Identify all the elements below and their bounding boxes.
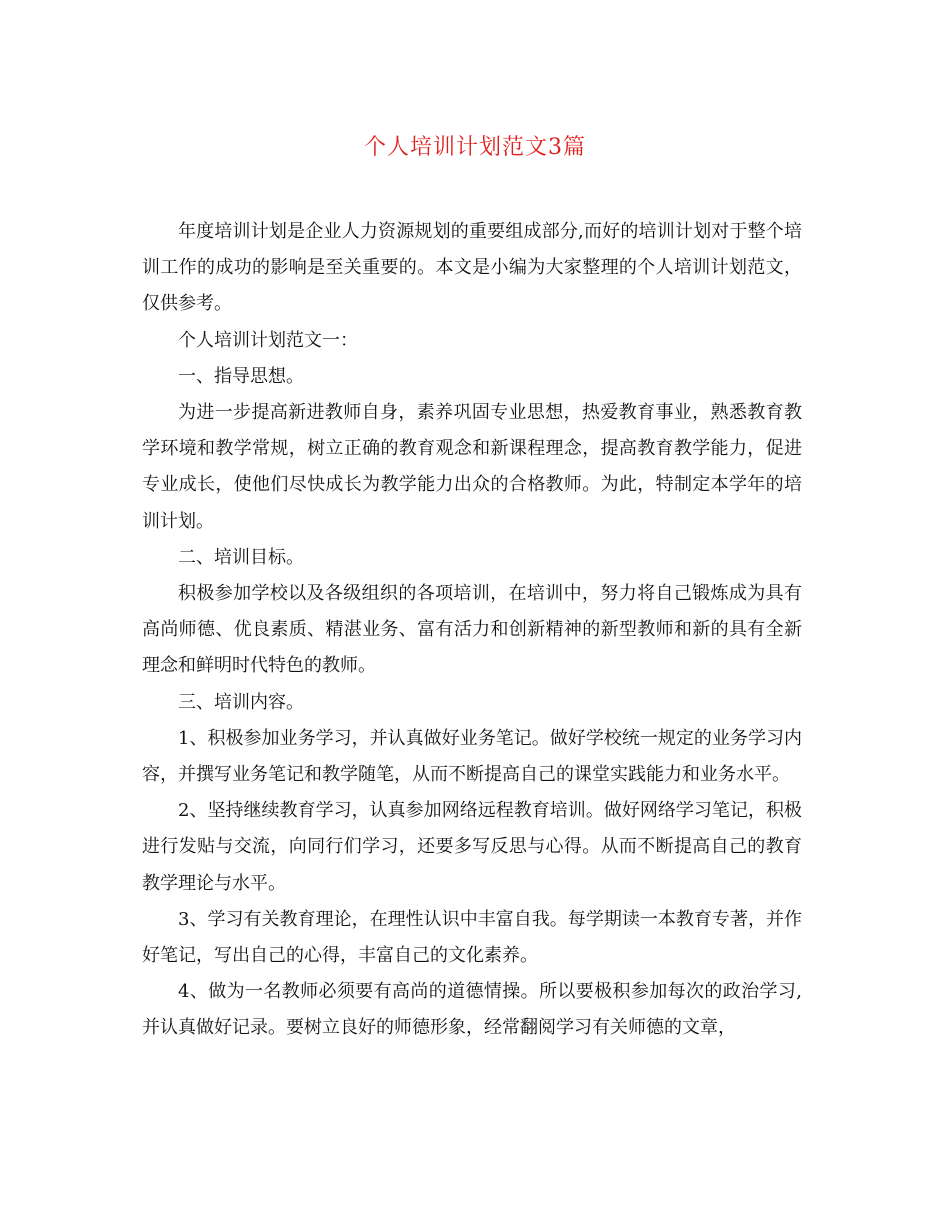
section-heading-training-goal: 二、培训目标。 (178, 546, 304, 568)
document-body (142, 214, 802, 1047)
document-title: 个人培训计划范文3篇 (364, 135, 586, 160)
section-heading-training-content: 三、培训内容。 (178, 691, 304, 713)
training-goal-paragraph: 积极参加学校以及各级组织的各项培训，在培训中，努力将自己锻炼成为具有高尚师德、优良素质、精湛业务、富有活力和创新精神的新型教师和新的具有全新理念和鲜明时代特色的教师。 (142, 583, 802, 677)
content-item-2: 2、坚持继续教育学习，认真参加网络远程教育培训。做好网络学习笔记，积极进行发贴与交流，向同行们学习，还要多写反思与心得。从而不断提高自己的教育教学理论与水平。 (142, 800, 802, 894)
guiding-thought-paragraph: 为进一步提高新进教师自身，素养巩固专业思想，热爱教育事业，熟悉教育教学环境和教学常规，树立正确的教育观念和新课程理念，提高教育教学能力，促进专业成长，使他们尽快成长为教学能力出众的合格教师。为此，特制定本学年的培训计划。 (142, 402, 802, 532)
section-heading-guiding-thought: 一、指导思想。 (178, 365, 304, 387)
intro-paragraph: 年度培训计划是企业人力资源规划的重要组成部分,而好的培训计划对于整个培训工作的成功的影响是至关重要的。本文是小编为大家整理的个人培训计划范文，仅供参考。 (142, 221, 802, 315)
content-item-4: 4、做为一名教师必须要有高尚的道德情操。所以要极积参加每次的政治学习,并认真做好记录。要树立良好的师德形象，经常翻阅学习有关师德的文章， (142, 981, 802, 1039)
content-item-3: 3、学习有关教育理论，在理性认识中丰富自我。每学期读一本教育专著，并作好笔记，写出自己的心得，丰富自己的文化素养。 (142, 908, 802, 967)
content-item-1: 1、积极参加业务学习，并认真做好业务笔记。做好学校统一规定的业务学习内容，并撰写业务笔记和教学随笔，从而不断提高自己的课堂实践能力和业务水平。 (142, 727, 802, 786)
section-heading-sample-one: 个人培训计划范文一： (178, 329, 358, 351)
